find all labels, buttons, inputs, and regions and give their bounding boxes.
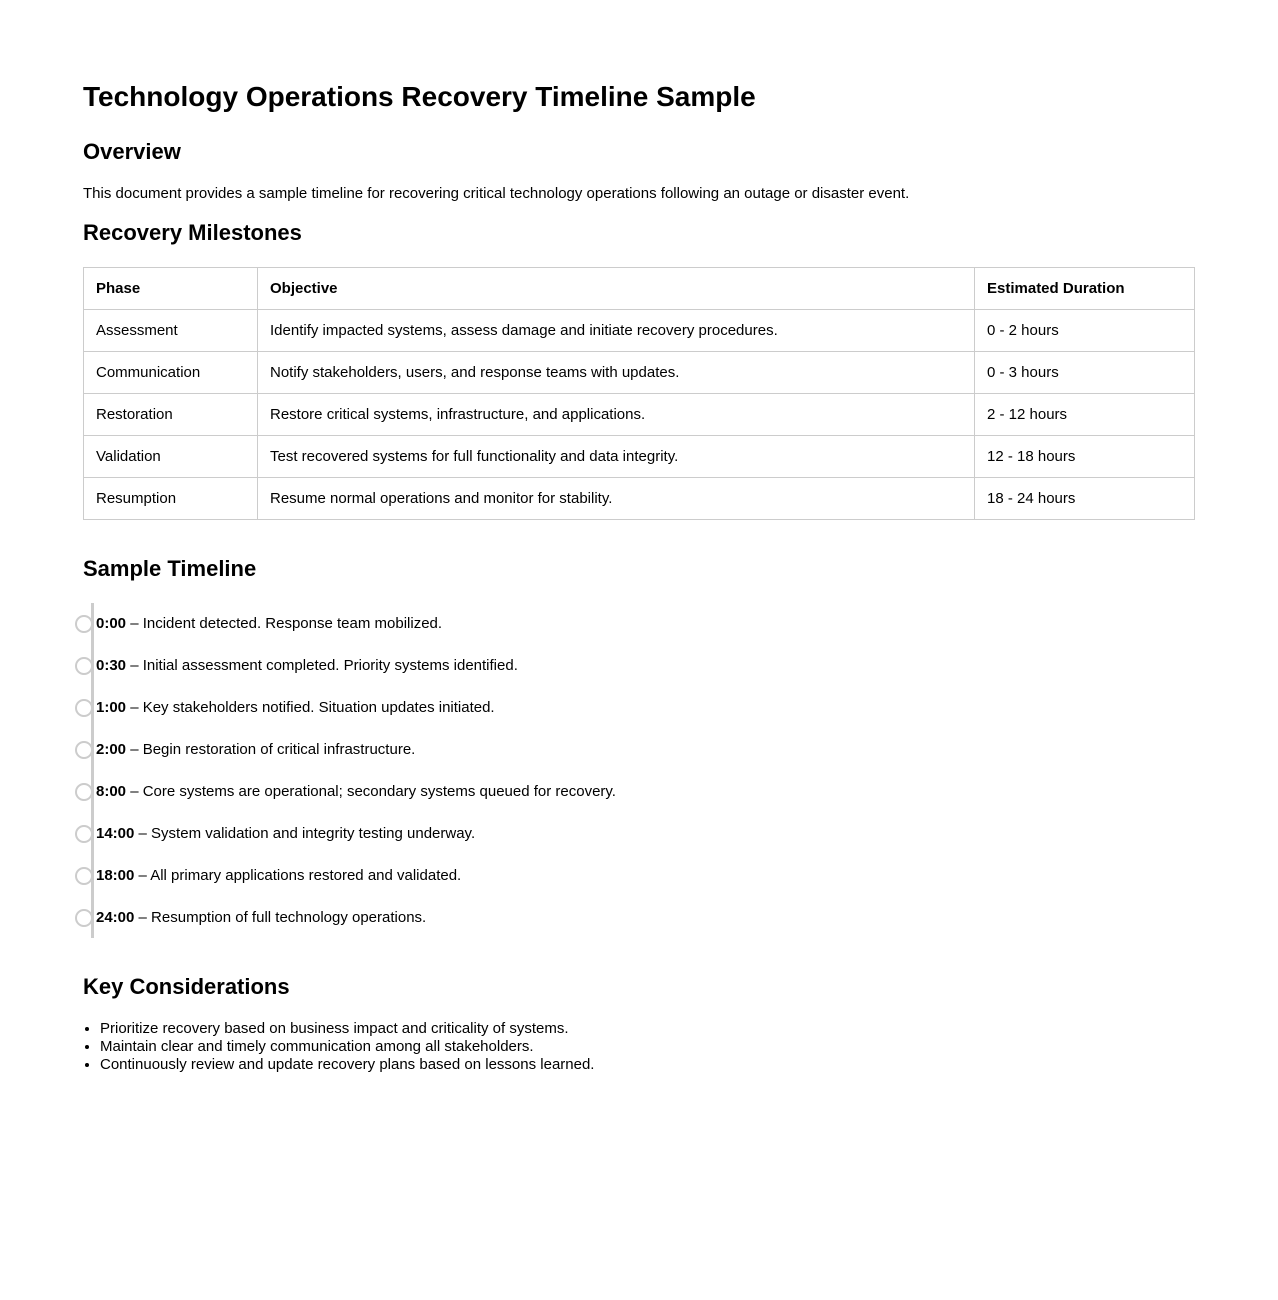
phase-cell: Assessment: [84, 309, 258, 351]
timeline-item-text: 14:00 – System validation and integrity testing underway.: [96, 825, 476, 843]
column-header-phase: Phase: [84, 267, 258, 309]
duration-cell: 12 - 18 hours: [975, 435, 1195, 477]
table-row: [84, 435, 1195, 477]
table-row: [84, 351, 1195, 393]
column-header-duration: Estimated Duration: [975, 267, 1195, 309]
timeline-time: 14:00: [96, 825, 135, 843]
consideration-item: • Maintain clear and timely communication among all stakeholders.: [100, 1038, 1195, 1056]
timeline-item: [83, 603, 1195, 645]
timeline-item-text: 1:00 – Key stakeholders notified. Situation updates initiated.: [96, 699, 495, 717]
objective-cell: Identify impacted systems, assess damage and initiate recovery procedures.: [258, 309, 975, 351]
considerations-list: [83, 1020, 1195, 1074]
page-title: Technology Operations Recovery Timeline Sample: [83, 81, 756, 112]
table-header-row: [84, 267, 1195, 309]
table-row: [84, 393, 1195, 435]
timeline-time: 18:00: [96, 867, 135, 885]
consideration-item: • Continuously review and update recovery plans based on lessons learned.: [100, 1056, 1195, 1074]
milestones-table-body: [84, 309, 1195, 519]
considerations-heading: Key Considerations: [83, 974, 290, 1000]
timeline-time: 1:00: [96, 699, 127, 717]
timeline-item-text: 18:00 – All primary applications restored and validated.: [96, 867, 462, 885]
objective-cell: Restore critical systems, infrastructure, and applications.: [258, 393, 975, 435]
duration-cell: 2 - 12 hours: [975, 393, 1195, 435]
timeline-item-text: 0:00 – Incident detected. Response team mobilized.: [96, 615, 443, 633]
duration-cell: 18 - 24 hours: [975, 477, 1195, 519]
timeline-item-text: 8:00 – Core systems are operational; secondary systems queued for recovery.: [96, 783, 616, 801]
timeline-item: [83, 855, 1195, 897]
phase-cell: Communication: [84, 351, 258, 393]
timeline: [83, 603, 1195, 939]
objective-cell: Test recovered systems for full functionality and data integrity.: [258, 435, 975, 477]
timeline-time: 8:00: [96, 783, 127, 801]
column-header-objective: Objective: [258, 267, 975, 309]
objective-cell: Resume normal operations and monitor for stability.: [258, 477, 975, 519]
timeline-time: 24:00: [96, 909, 135, 927]
timeline-item: [83, 771, 1195, 813]
consideration-item: • Prioritize recovery based on business impact and criticality of systems.: [100, 1020, 1195, 1038]
timeline-item: [83, 729, 1195, 771]
duration-cell: 0 - 3 hours: [975, 351, 1195, 393]
duration-cell: 0 - 2 hours: [975, 309, 1195, 351]
table-row: [84, 309, 1195, 351]
timeline-item-text: 0:30 – Initial assessment completed. Priority systems identified.: [96, 657, 518, 675]
phase-cell: Restoration: [84, 393, 258, 435]
timeline-item-text: 24:00 – Resumption of full technology operations.: [96, 909, 427, 927]
timeline-time: 2:00: [96, 741, 127, 759]
timeline-line: [91, 603, 94, 938]
timeline-item-text: 2:00 – Begin restoration of critical infrastructure.: [96, 741, 416, 759]
timeline-heading: Sample Timeline: [83, 555, 257, 581]
phase-cell: Resumption: [84, 477, 258, 519]
milestones-table: [83, 267, 1195, 520]
milestones-heading: Recovery Milestones: [83, 220, 302, 246]
timeline-item: [83, 687, 1195, 729]
objective-cell: Notify stakeholders, users, and response teams with updates.: [258, 351, 975, 393]
timeline-time: 0:00: [96, 615, 127, 633]
timeline-item: [83, 897, 1195, 939]
timeline-item: [83, 645, 1195, 687]
timeline-item: [83, 813, 1195, 855]
overview-heading: Overview: [83, 139, 181, 165]
overview-text: This document provides a sample timeline for recovering critical technology operations following an outage or disaster event.: [83, 185, 910, 203]
phase-cell: Validation: [84, 435, 258, 477]
table-row: [84, 477, 1195, 519]
timeline-time: 0:30: [96, 657, 127, 675]
